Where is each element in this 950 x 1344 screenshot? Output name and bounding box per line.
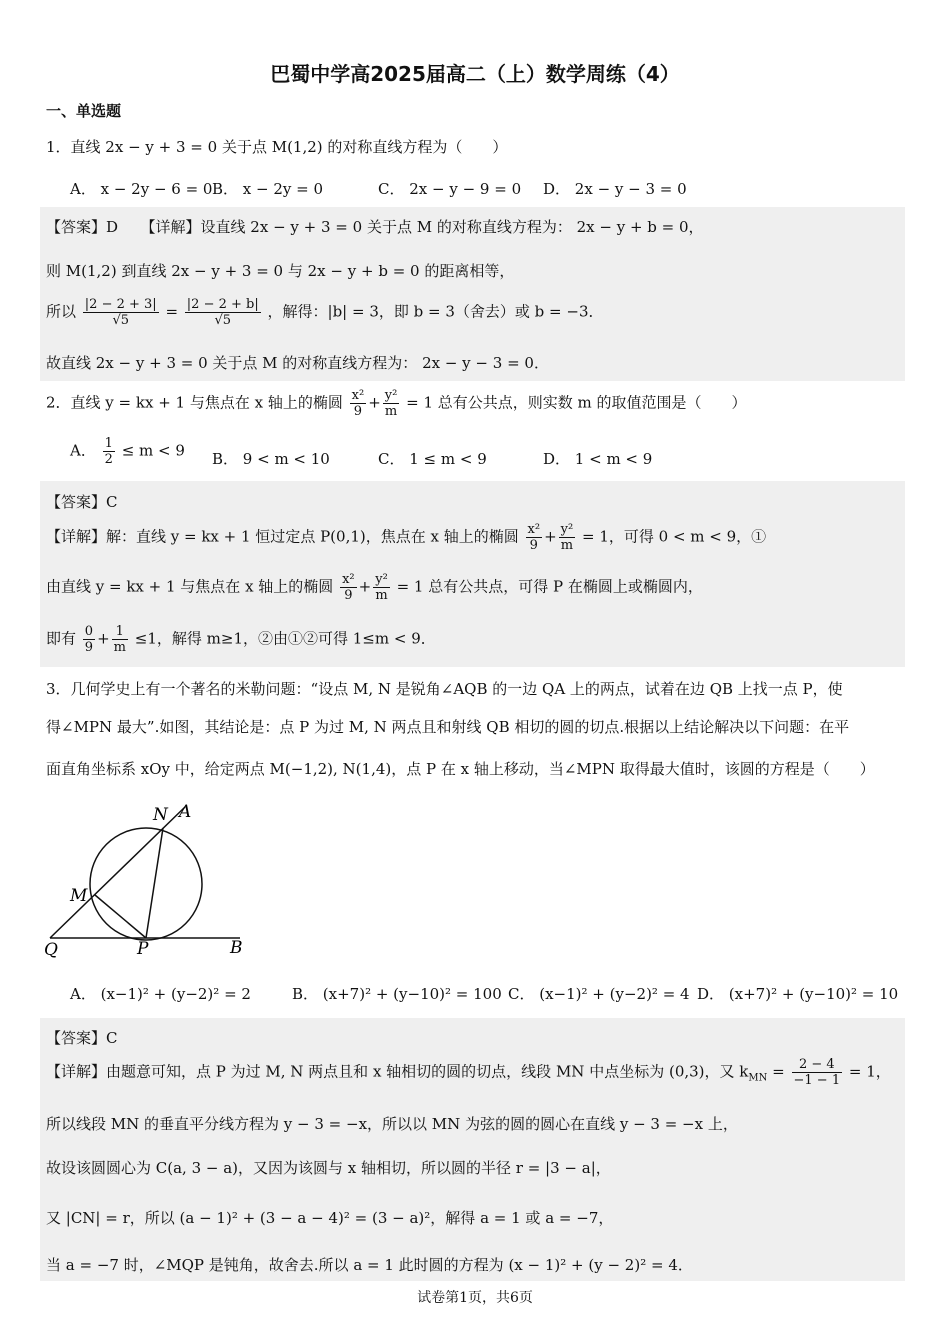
q1-option-b: B． x − 2y = 0 xyxy=(212,180,324,198)
section-heading: 一、单选题 xyxy=(46,102,122,120)
q3-stem-line2: 得∠MPN 最大”.如图，其结论是：点 P 为过 M, N 两点且和射线 QB 相切的圆的切点.根据以上结论解决以下问题：在平 xyxy=(46,718,850,736)
q1-option-d: D． 2x − y − 3 = 0 xyxy=(543,180,687,198)
fraction: $\frac{2 - 4}{-1 - 1}$ xyxy=(793,1057,841,1088)
q2-detail-line2: 由直线 y = kx + 1 与焦点在 x 轴上的椭圆 $\frac{\text{x²}}{9}$ + $\frac{\text{y²}}{m}$ = 1 总有公共点，可得 P 在椭圆上或椭圆内， xyxy=(46,572,703,603)
label-n: N xyxy=(153,805,168,825)
q1-option-a: A． x − 2y − 6 = 0 xyxy=(70,180,213,198)
fraction: $\frac{\text{y²}}{m}$ xyxy=(384,388,398,419)
q1-detail-line3: 所以 $\frac{|2 - 2 + 3|}{√5}$ = $\frac{|2 - 2 + b|}{√5}$ ，解得：|b| = 3，即 b = 3（舍去）或 b = −3． xyxy=(46,297,604,328)
q2-option-b: B． 9 < m < 10 xyxy=(212,450,330,468)
q2-answer: 【答案】C xyxy=(46,493,118,511)
q2-option-d: D． 1 < m < 9 xyxy=(543,450,653,468)
page-title: 巴蜀中学高2025届高二（上）数学周练（4） xyxy=(270,62,680,86)
fraction: $\frac{\text{x²}}{9}$ xyxy=(342,572,355,603)
q3-detail-line2: 所以线段 MN 的垂直平分线方程为 y − 3 = −x，所以以 MN 为弦的圆的圆心在直线 y − 3 = −x 上， xyxy=(46,1115,738,1133)
q3-detail-line5: 当 a = −7 时，∠MQP 是钝角，故舍去.所以 a = 1 此时圆的方程为 (x − 1)² + (y − 2)² = 4． xyxy=(46,1256,693,1274)
label-p: P xyxy=(137,939,149,959)
q3-option-c: C． (x−1)² + (y−2)² = 4 xyxy=(508,985,690,1003)
page-footer: 试卷第1页，共6页 xyxy=(417,1290,533,1306)
q2-detail-line1: 【详解】解：直线 y = kx + 1 恒过定点 P(0,1)，焦点在 x 轴上的椭圆 $\frac{\text{x²}}{9}$ + $\frac{\text{y²}}{m}$ = 1，可得 0 < m < 9，① xyxy=(46,522,767,553)
q3-option-b: B． (x+7)² + (y−10)² = 100 xyxy=(292,985,502,1003)
q3-detail-line4: 又 |CN| = r，所以 (a − 1)² + (3 − a − 4)² = (3 − a)²，解得 a = 1 或 a = −7， xyxy=(46,1209,614,1227)
q1-option-c: C． 2x − y − 9 = 0 xyxy=(378,180,522,198)
label-m: M xyxy=(70,886,88,906)
fraction: $\frac{\text{y²}}{m}$ xyxy=(560,522,574,553)
label-q: Q xyxy=(44,940,58,960)
fraction: $\frac{1}{2}$ xyxy=(104,436,113,467)
fraction: $\frac{\text{y²}}{m}$ xyxy=(375,572,388,603)
q2-detail-line3: 即有 $\frac{0}{9}$ + $\frac{1}{m}$ ≤1，解得 m≥1，②由①②可得 1≤m < 9． xyxy=(46,624,436,655)
fraction: $\frac{|2 - 2 + b|}{√5}$ xyxy=(186,297,259,328)
q2-option-a: A． $\frac{1}{2}$ ≤ m < 9 xyxy=(70,436,185,467)
q1-answer-line: 【答案】D 【详解】设直线 2x − y + 3 = 0 关于点 M 的对称直线方程为： 2x − y + b = 0， xyxy=(46,218,704,236)
fraction: $\frac{1}{m}$ xyxy=(113,624,126,655)
q2-option-c: C． 1 ≤ m < 9 xyxy=(378,450,487,468)
q1-stem: 1．直线 2x − y + 3 = 0 关于点 M(1,2) 的对称直线方程为（ ） xyxy=(46,138,508,156)
label-a: A xyxy=(179,802,192,822)
q1-detail-line4: 故直线 2x − y + 3 = 0 关于点 M 的对称直线方程为： 2x − y − 3 = 0． xyxy=(46,354,549,372)
label-b: B xyxy=(230,938,243,958)
q3-option-a: A． (x−1)² + (y−2)² = 2 xyxy=(70,985,251,1003)
fraction: $\frac{|2 - 2 + 3|}{√5}$ xyxy=(84,297,157,328)
miller-figure xyxy=(40,795,260,965)
q2-stem: 2．直线 y = kx + 1 与焦点在 x 轴上的椭圆 $\frac{\text{x²}}{9}$ + $\frac{\text{y²}}{m}$ = 1 总有公共点，则实数 m 的取值范围是（ ） xyxy=(46,388,747,419)
q3-answer: 【答案】C xyxy=(46,1029,118,1047)
q3-detail-line3: 故设该圆圆心为 C(a, 3 − a)，又因为该圆与 x 轴相切，所以圆的半径 r = |3 − a|， xyxy=(46,1159,611,1177)
q3-detail-line1: 【详解】由题意可知，点 P 为过 M, N 两点且和 x 轴相切的圆的切点，线段 MN 中点坐标为 (0,3)，又 $k_{MN}$ = $\frac{2 - 4}{-1 - 1}$ = 1， xyxy=(46,1057,891,1088)
fraction: $\frac{\text{x²}}{9}$ xyxy=(351,388,365,419)
fraction: $\frac{\text{x²}}{9}$ xyxy=(527,522,541,553)
q1-detail-line2: 则 M(1,2) 到直线 2x − y + 3 = 0 与 2x − y + b = 0 的距离相等， xyxy=(46,262,515,280)
q3-stem-line1: 3．几何学史上有一个著名的米勒问题：“设点 M, N 是锐角∠AQB 的一边 QA 上的两点，试着在边 QB 上找一点 P，使 xyxy=(46,680,843,698)
q3-option-d: D． (x+7)² + (y−10)² = 10 xyxy=(697,985,899,1003)
q3-stem-line3: 面直角坐标系 xOy 中，给定两点 M(−1,2), N(1,4)，点 P 在 x 轴上移动，当∠MPN 取得最大值时，该圆的方程是（ ） xyxy=(46,760,875,778)
fraction: $\frac{0}{9}$ xyxy=(84,624,94,655)
